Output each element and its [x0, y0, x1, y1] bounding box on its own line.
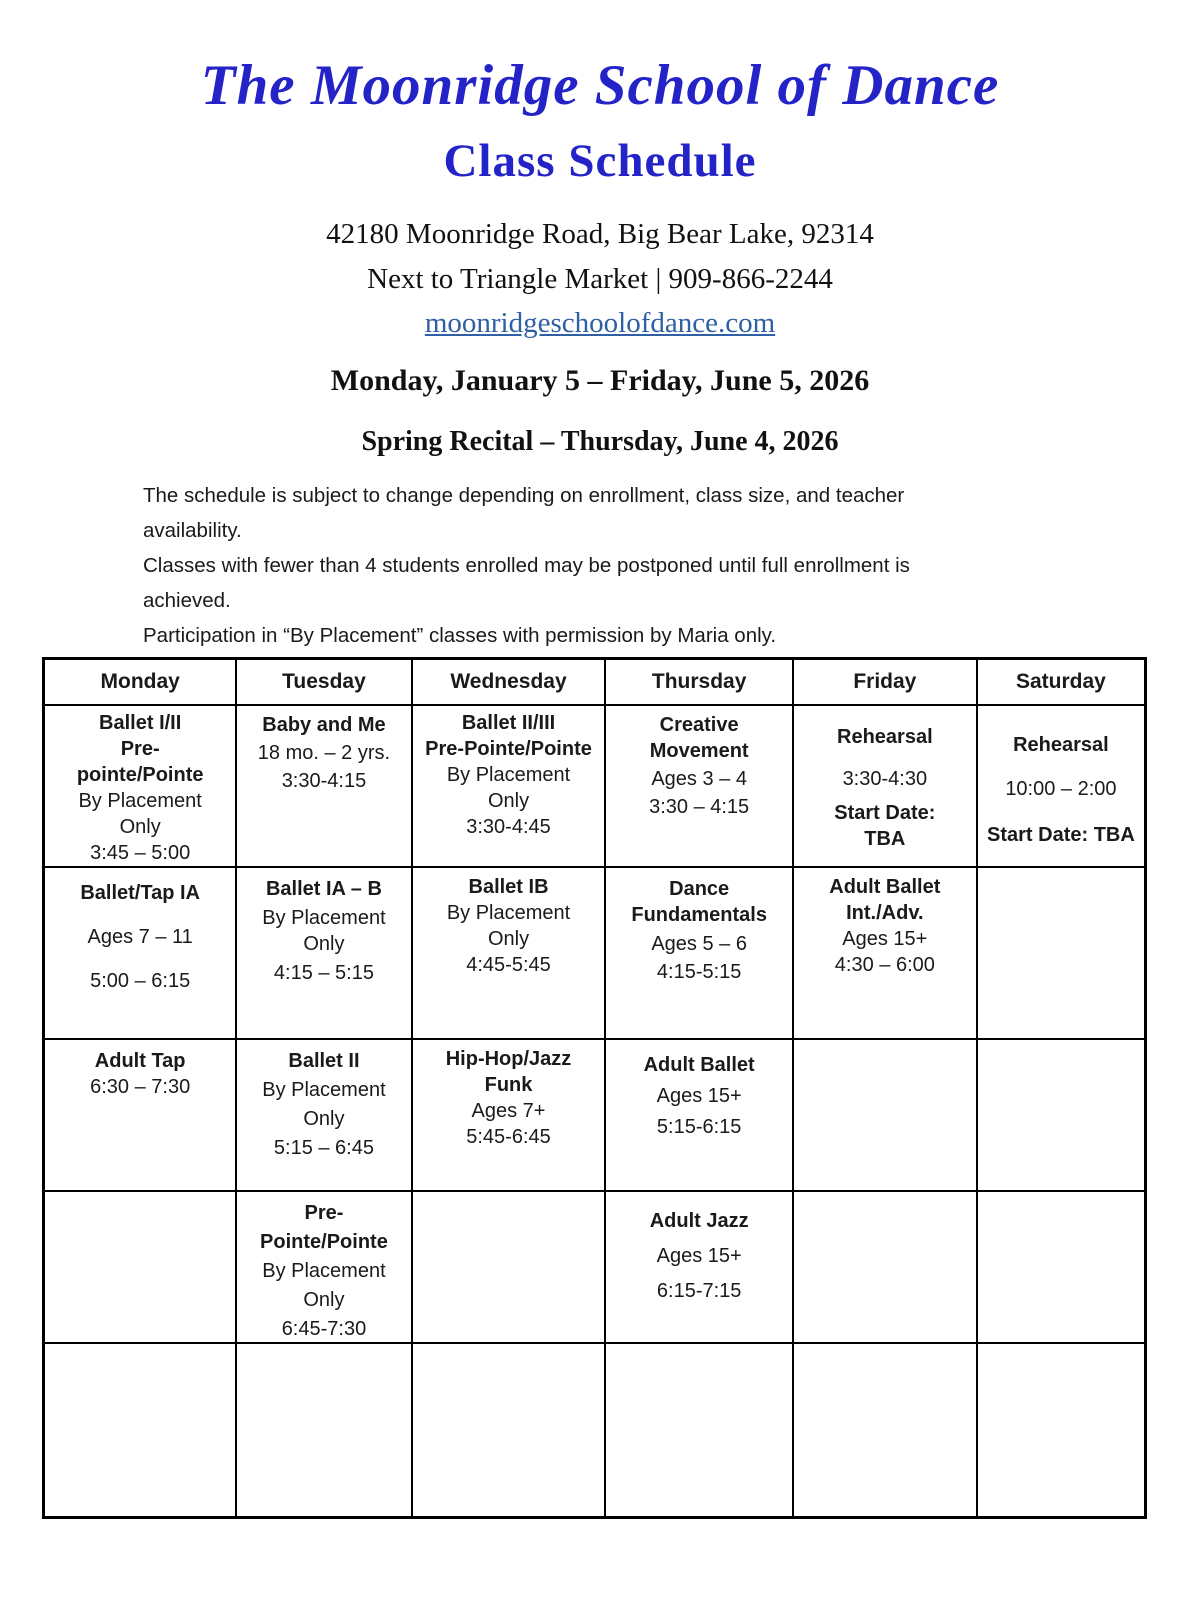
schedule-row	[44, 867, 1146, 1039]
schedule-cell	[412, 705, 606, 867]
day-header: Monday	[44, 659, 237, 706]
schedule-cell	[236, 867, 411, 1039]
class-detail-line: 3:45 – 5:00	[90, 842, 191, 865]
day-header: Friday	[793, 659, 977, 706]
schedule-cell	[793, 1039, 977, 1191]
schedule-cell	[977, 867, 1146, 1039]
class-detail-line: By Placement	[446, 764, 571, 787]
class-detail-line: 3:30-4:30	[842, 768, 928, 791]
class-detail-line: Ages 7+	[471, 1100, 546, 1123]
class-name-line: Start Date:	[834, 802, 936, 825]
class-detail-line: 4:15-5:15	[656, 961, 742, 984]
class-name-line: Adult Ballet	[829, 876, 941, 899]
schedule-cell	[605, 1343, 792, 1517]
schedule-cell	[605, 705, 792, 867]
class-detail-line: 5:15-6:15	[656, 1116, 742, 1139]
class-detail-line: Only	[303, 1108, 345, 1131]
schedule-cell	[977, 1191, 1146, 1343]
class-name-line: Ballet IA – B	[265, 878, 382, 901]
note-line: achieved.	[143, 589, 231, 613]
class-detail-line: 5:15 – 6:45	[273, 1137, 374, 1160]
class-detail-line: 6:45-7:30	[281, 1318, 367, 1341]
schedule-cell	[44, 1343, 237, 1517]
schedule-cell	[44, 705, 237, 867]
schedule-cell	[793, 1191, 977, 1343]
class-detail-line: Ages 15+	[656, 1085, 742, 1108]
class-name-line: pointe/Pointe	[76, 764, 204, 787]
class-name-line: Creative	[659, 714, 739, 737]
schedule-cell	[605, 1191, 792, 1343]
class-detail-line: 10:00 – 2:00	[1005, 778, 1117, 801]
class-detail-line: Ages 3 – 4	[651, 768, 747, 791]
schedule-cell	[412, 1191, 606, 1343]
note-line: Participation in “By Placement” classes with permission by Maria only.	[143, 624, 777, 648]
day-header-row	[44, 659, 1146, 706]
class-detail-line: By Placement	[262, 1260, 386, 1283]
schedule-row	[44, 1343, 1146, 1517]
class-name-line: Ballet I/II	[99, 712, 182, 735]
class-detail-line: Only	[487, 928, 530, 951]
class-name-line: Ballet/Tap IA	[80, 882, 200, 905]
class-name-line: Hip-Hop/Jazz	[445, 1048, 572, 1071]
class-name-line: Start Date: TBA	[987, 824, 1135, 847]
schedule-cell	[793, 867, 977, 1039]
schedule-cell	[793, 1343, 977, 1517]
class-name-line: Funk	[484, 1074, 533, 1097]
class-name-line: Ballet II/III	[461, 712, 556, 735]
class-name-line: Pre-	[120, 738, 160, 761]
day-header: Wednesday	[412, 659, 606, 706]
schedule-cell	[605, 867, 792, 1039]
class-detail-line: 3:30-4:15	[281, 770, 367, 793]
class-detail-line: 18 mo. – 2 yrs.	[257, 742, 391, 765]
class-detail-line: 6:30 – 7:30	[90, 1076, 191, 1099]
class-detail-line: Ages 15+	[656, 1245, 742, 1268]
website-line	[0, 302, 1200, 344]
class-name-line: Pre-	[304, 1202, 344, 1225]
class-name-line: Rehearsal	[1013, 734, 1109, 757]
class-detail-line: Ages 7 – 11	[87, 926, 193, 949]
class-name-line: Ballet II	[288, 1050, 360, 1073]
page-title: Class Schedule	[443, 135, 757, 188]
contact-line: Next to Triangle Market | 909-866-2244	[367, 263, 833, 296]
class-detail-line: 3:30-4:45	[466, 816, 551, 839]
class-detail-line: 3:30 – 4:15	[649, 796, 750, 819]
class-detail-line: By Placement Only	[262, 907, 386, 956]
class-name-line: Adult Jazz	[649, 1210, 749, 1233]
note-line: Classes with fewer than 4 students enrolled may be postponed until full enrollment is	[143, 554, 910, 578]
day-header: Saturday	[977, 659, 1146, 706]
day-header: Tuesday	[236, 659, 411, 706]
school-title: The Moonridge School of Dance	[200, 54, 1000, 117]
class-detail-line: Ages 5 – 6	[651, 933, 747, 956]
schedule-body	[44, 705, 1146, 1517]
schedule-cell	[236, 1191, 411, 1343]
schedule-cell	[605, 1039, 792, 1191]
document-page	[0, 52, 1200, 1519]
schedule-cell	[412, 1039, 606, 1191]
class-detail-line: 5:00 – 6:15	[90, 970, 191, 993]
schedule-row	[44, 1039, 1146, 1191]
note-line: The schedule is subject to change depending on enrollment, class size, and teacher	[143, 484, 905, 508]
class-name-line: Movement	[649, 740, 749, 763]
class-detail-line: By Placement	[446, 902, 571, 925]
schedule-row	[44, 1191, 1146, 1343]
class-detail-line: Only	[303, 1289, 345, 1312]
class-name-line: Baby and Me	[262, 714, 386, 737]
class-detail-line: 6:15-7:15	[656, 1280, 742, 1303]
schedule-cell	[412, 867, 606, 1039]
schedule-cell	[236, 705, 411, 867]
schedule-row	[44, 705, 1146, 867]
schedule-notes	[143, 478, 1200, 653]
class-name-line: Pointe/Pointe	[260, 1231, 388, 1254]
schedule-cell	[977, 1039, 1146, 1191]
session-dates: Monday, January 5 – Friday, June 5, 2026	[330, 364, 870, 398]
schedule-cell	[236, 1039, 411, 1191]
schedule-cell	[793, 705, 977, 867]
schedule-cell	[44, 867, 237, 1039]
class-name-line: Adult Tap	[94, 1050, 186, 1073]
class-detail-line: Only	[119, 816, 161, 839]
class-detail-line: By Placement	[78, 790, 202, 813]
class-name-line: Fundamentals	[631, 904, 767, 927]
class-detail-line: 5:45-6:45	[466, 1126, 551, 1149]
schedule-cell	[44, 1191, 237, 1343]
class-detail-line: 4:15 – 5:15	[273, 962, 374, 985]
class-detail-line: 4:30 – 6:00	[834, 954, 935, 977]
class-name-line: Rehearsal	[837, 726, 933, 749]
schedule-cell	[412, 1343, 606, 1517]
schedule-cell	[977, 1343, 1146, 1517]
recital-date: Spring Recital – Thursday, June 4, 2026	[361, 426, 839, 458]
class-name-line: TBA	[864, 828, 906, 851]
class-detail-line: Ages 15+	[842, 928, 928, 951]
schedule-cell	[44, 1039, 237, 1191]
schedule-cell	[977, 705, 1146, 867]
class-detail-line: 4:45-5:45	[466, 954, 551, 977]
class-name-line: Int./Adv.	[846, 902, 924, 925]
class-name-line: Pre-Pointe/Pointe	[425, 738, 592, 761]
note-line: availability.	[143, 519, 242, 543]
schedule-cell	[236, 1343, 411, 1517]
day-header: Thursday	[605, 659, 792, 706]
class-name-line: Ballet IB	[468, 876, 549, 899]
class-name-line: Adult Ballet	[643, 1054, 755, 1077]
website-link[interactable]: moonridgeschoolofdance.com	[424, 307, 776, 340]
schedule-table	[42, 657, 1147, 1519]
class-detail-line: Only	[487, 790, 530, 813]
class-detail-line: By Placement	[262, 1079, 386, 1102]
class-name-line: Dance	[669, 878, 730, 901]
address-line: 42180 Moonridge Road, Big Bear Lake, 92314	[326, 218, 874, 251]
